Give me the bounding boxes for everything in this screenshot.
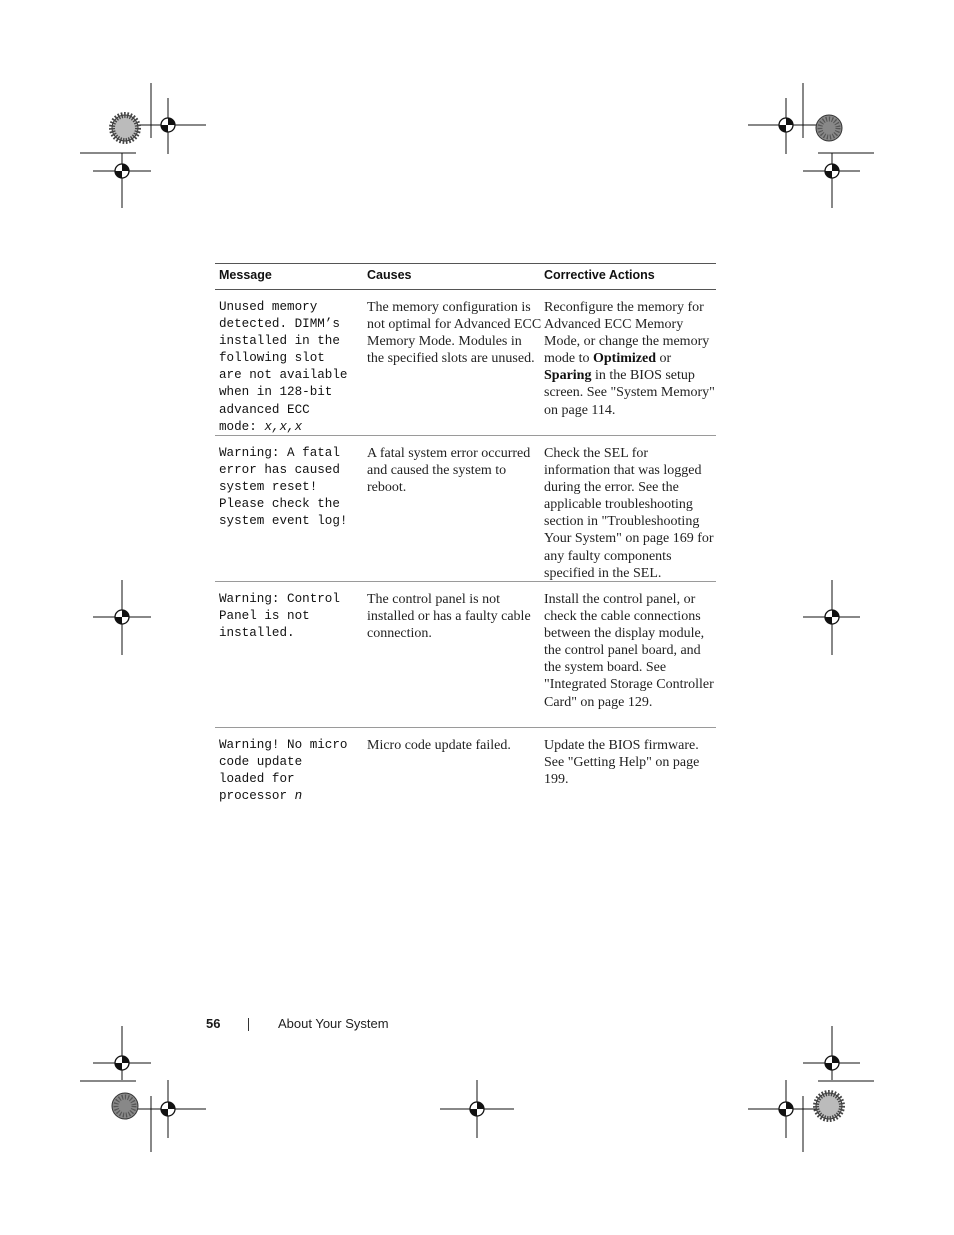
action-cell: Reconfigure the memory for Advanced ECC Memory Mode, or change the memory mode to Optimized or Sparing in the BIOS setup screen. See "System Memory" on page 114. <box>544 300 715 418</box>
cause-cell: A fatal system error occurred and caused the system to reboot. <box>367 446 531 496</box>
action-cell: Check the SEL for information that was logged during the error. See the applicable troubleshooting section in "Troubleshooting Your System" on page 169 for any faulty components specified in the SEL. <box>544 446 714 581</box>
footer-divider <box>248 1018 249 1031</box>
message-cell: Warning! No micro code update loaded for processor n <box>219 738 348 804</box>
header-causes: Causes <box>367 268 412 282</box>
message-cell: Warning: A fatal error has caused system reset! Please check the system event log! <box>219 446 348 529</box>
action-cell: Install the control panel, or check the cable connections between the display module, the control panel board, and the system board. See "Integrated Storage Controller Card" on page 129. <box>544 592 714 710</box>
table-row <box>215 728 716 810</box>
cause-cell: Micro code update failed. <box>367 738 511 753</box>
table-row <box>215 290 716 436</box>
page-number: 56 <box>206 1016 221 1031</box>
header-corrective-actions: Corrective Actions <box>544 268 655 282</box>
section-title: About Your System <box>278 1016 389 1031</box>
action-cell: Update the BIOS firmware. See "Getting Help" on page 199. <box>544 738 700 788</box>
table-header <box>215 263 716 290</box>
table-row <box>215 436 716 582</box>
message-cell: Unused memory detected. DIMM’s installed in the following slot are not available when in 128-bit advanced ECC mode: x,x,x <box>219 300 348 434</box>
cause-cell: The memory configuration is not optimal for Advanced ECC Memory Mode. Modules in the specified slots are unused. <box>367 300 542 367</box>
message-table <box>215 263 716 810</box>
cause-cell: The control panel is not installed or has a faulty cable connection. <box>367 592 531 642</box>
table-row <box>215 582 716 728</box>
message-cell: Warning: Control Panel is not installed. <box>219 592 340 641</box>
header-message: Message <box>219 268 272 282</box>
